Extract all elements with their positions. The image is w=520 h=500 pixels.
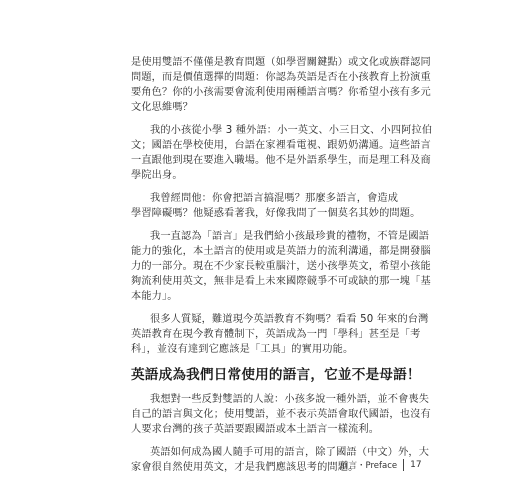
text-line: 我一直認為「語言」是我們給小孩最珍貴的禮物，不管是國語 (150, 231, 430, 242)
text-line: 要角色？你的小孩需要會流利使用兩種語言嗎？你希望小孩有多元 (131, 87, 431, 98)
footer-section-label: 前言・Preface (340, 461, 398, 471)
paragraph-gap (131, 221, 401, 229)
text-line: 科」，並沒有達到它應該是「工具」的實用功能。 (131, 344, 354, 355)
text-line: 能力的強化，本土語言的使用或是英語力的流利溝通，都是開發腦 (131, 246, 431, 257)
text-line: 很多人質疑，難道現今英語教育不夠嗎？看看 50 年來的台灣 (150, 314, 429, 325)
text-line: 人要求台灣的孩子英語要跟國語或本土語言一樣流利。 (131, 424, 380, 435)
text-line: 文；國語在學校使用，台語在家裡看電視、跟奶奶溝通。這些語言 (131, 140, 431, 151)
text-line: 我想對一些反對雙語的人說：小孩多說一種外語，並不會喪失 (150, 394, 430, 405)
paragraph-group-1 (131, 55, 433, 357)
text-line: 學院出身。 (131, 170, 183, 181)
text-line: 家會很自然使用英文，才是我們應該思考的問題。 (131, 462, 359, 473)
text-line: 一直跟他到現在要進入職場。他不是外語系學生，而是理工科及商 (131, 155, 431, 166)
paragraph-gap (131, 183, 401, 191)
footer-divider (403, 459, 404, 471)
text-line: 本能力」。 (131, 291, 178, 302)
text-line: 夠流利使用英文，無非是看上未來國際競爭不可或缺的那一塊「基 (131, 276, 431, 287)
paragraph-gap (131, 437, 401, 445)
text-line: 力的一部分。現在不少家長較重腦汁，送小孩學英文，希望小孩能 (131, 261, 431, 272)
page-footer (340, 458, 422, 472)
text-line: 英語如何成為國人隨手可用的語言，除了國語（中文）外，大 (150, 447, 430, 458)
text-line: 自己的語言與文化；使用雙語，並不表示英語會取代國語，也沒有 (131, 409, 431, 420)
text-line: 文化思維嗎？ (131, 102, 194, 113)
text-line: 問題，而是價值選擇的問題：你認為英語是否在小孩教育上扮演重 (131, 72, 431, 83)
paragraph-gap (131, 304, 401, 312)
paragraph-gap (131, 115, 401, 123)
text-line: 我的小孩從小學 3 種外語：小一英文、小三日文、小四阿拉伯 (150, 125, 433, 136)
text-line: 英語教育在現今教育體制下，英語成為一門「學科」甚至是「考 (131, 329, 421, 340)
section-heading: 英語成為我們日常使用的語言，它並不是母語！ (131, 367, 421, 383)
text-line: 是使用雙語不僅僅是教育問題（如學習關鍵點）或文化或族群認同 (131, 57, 431, 68)
text-line: 學習障礙嗎？他疑惑看著我，好像我問了一個莫名其妙的問題。 (131, 208, 421, 219)
text-line: 我曾經問他：你會把語言搞混嗎？那麼多語言，會造成 (150, 193, 399, 204)
page-number: 17 (410, 460, 422, 470)
